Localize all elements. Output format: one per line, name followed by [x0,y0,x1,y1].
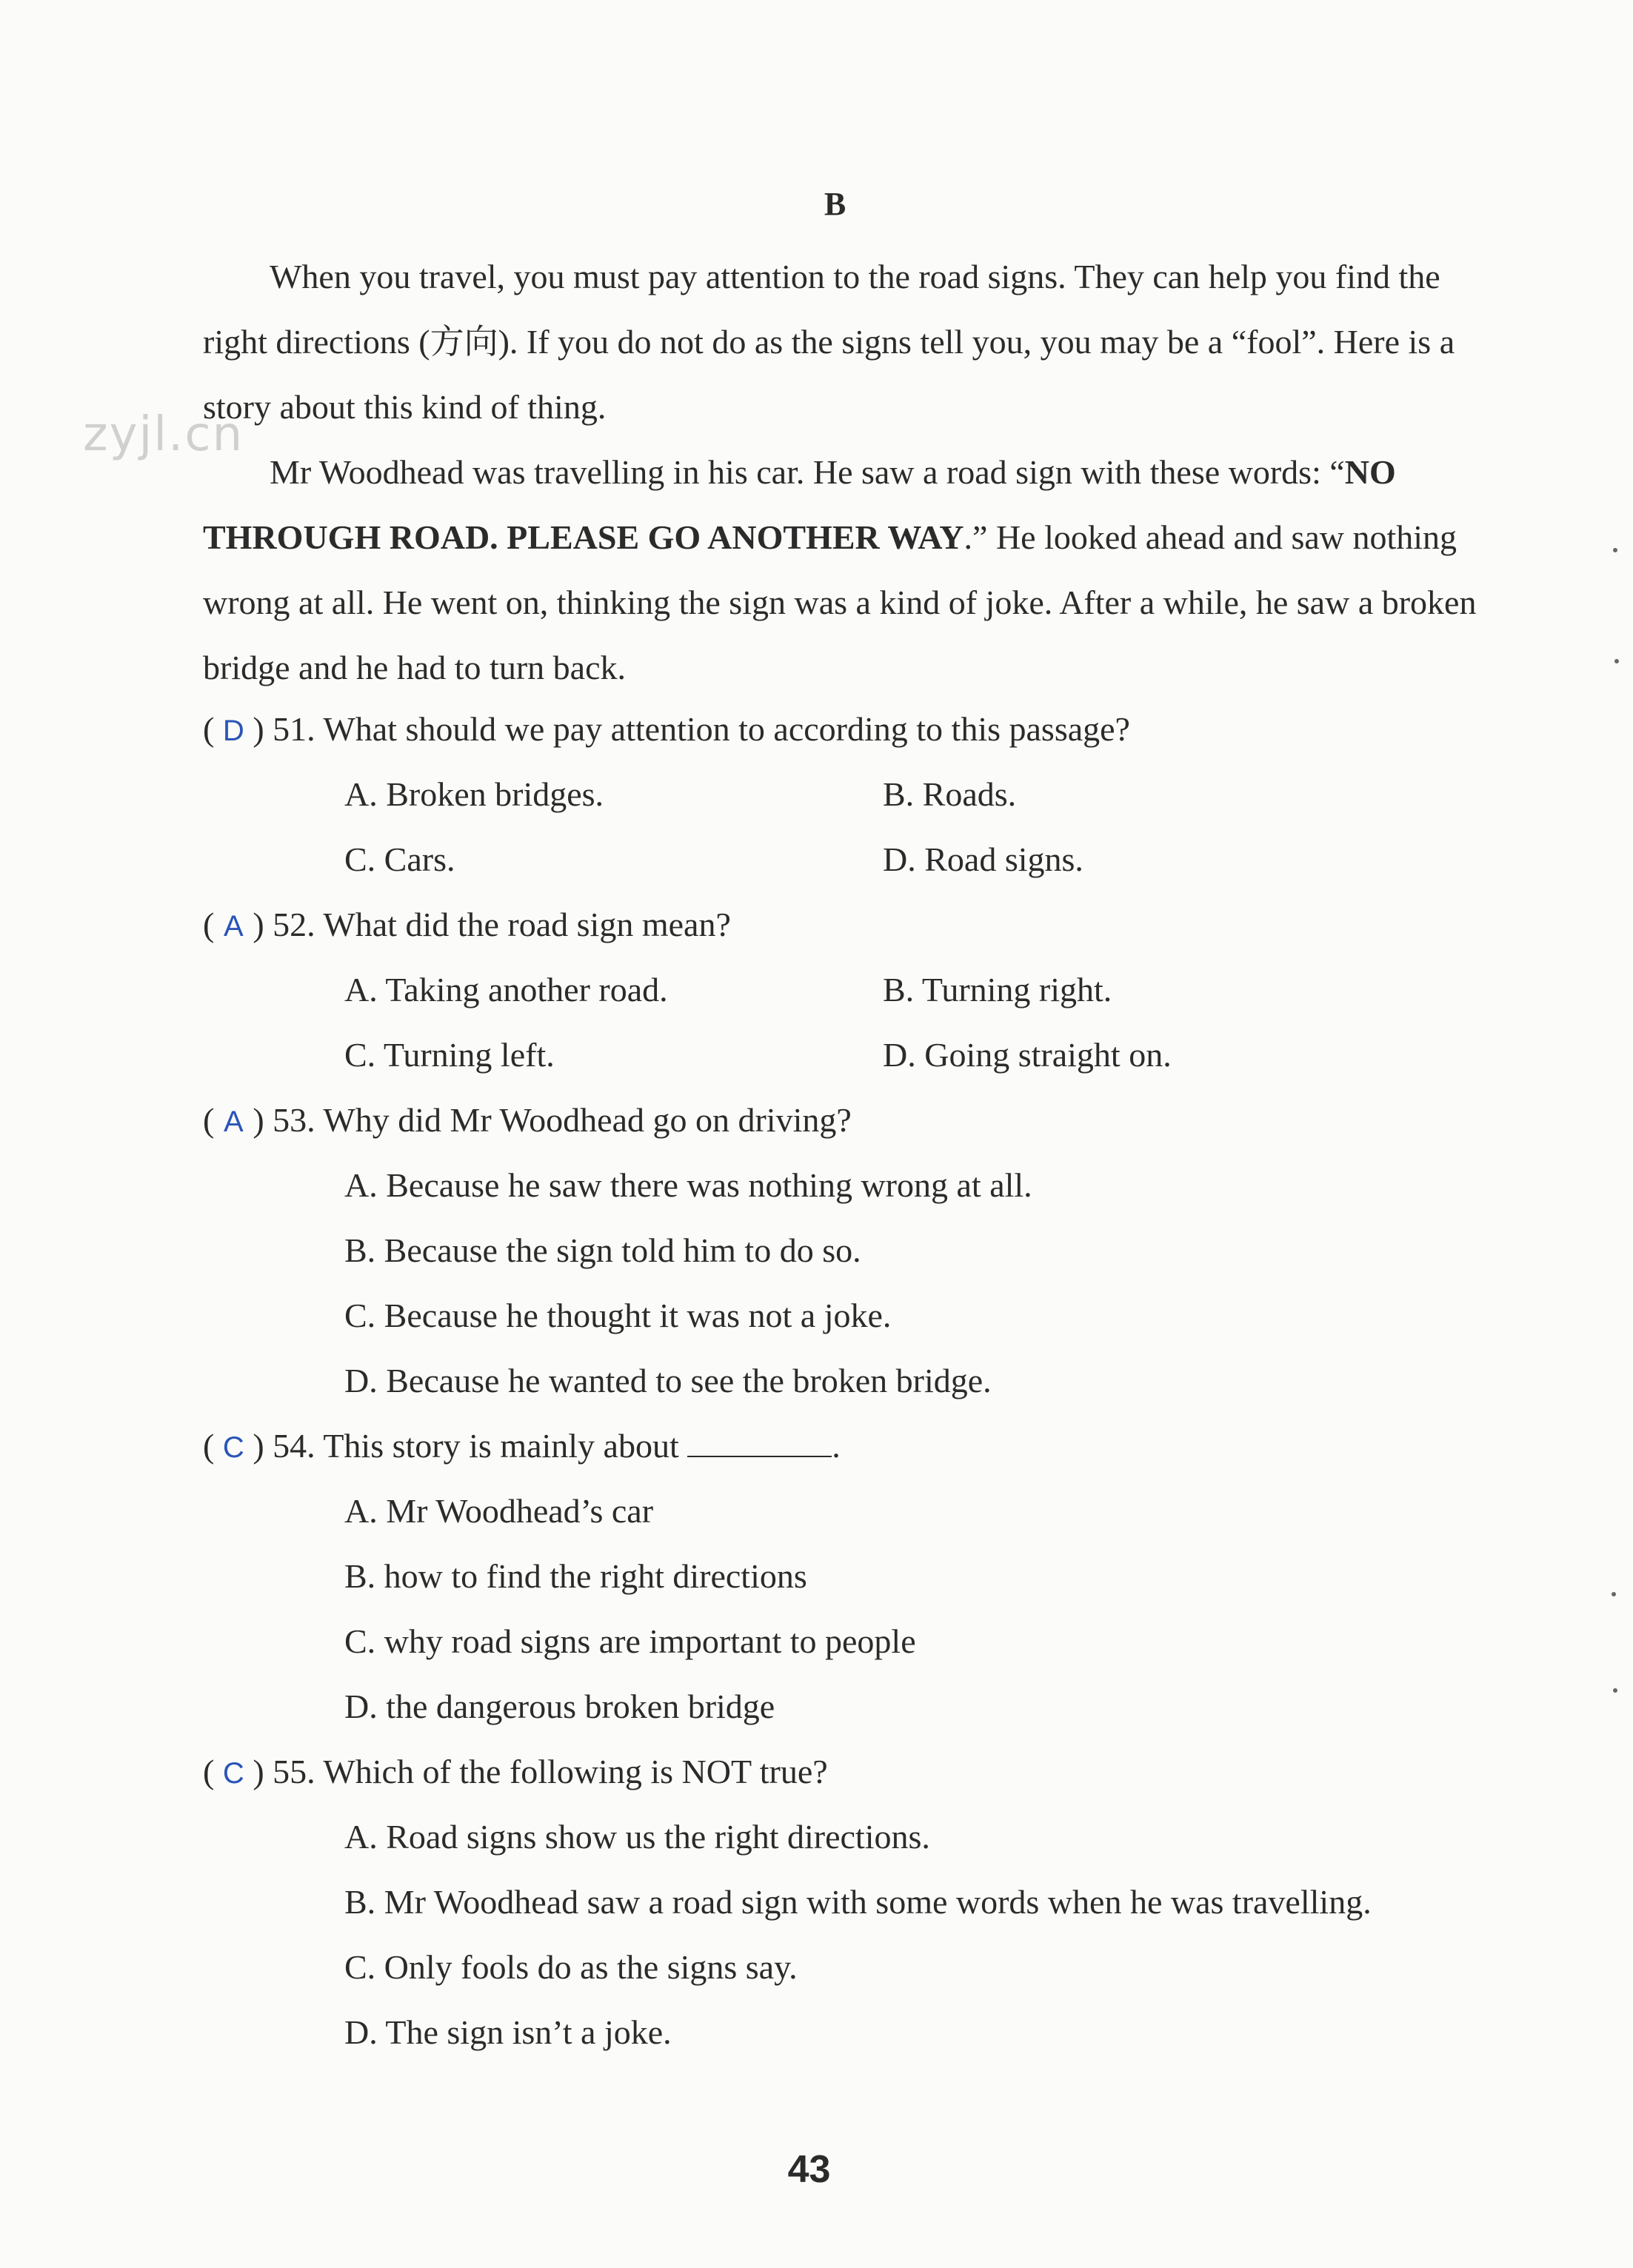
option-55-d: D. The sign isn’t a joke. [344,2013,672,2051]
option-53-c: C. Because he thought it was not a joke. [344,1297,892,1334]
question-number: 51. [273,710,315,748]
question-53: ( A ) 53. Why did Mr Woodhead go on driving? [203,1101,852,1139]
passage-p2-end: .” He looked ahead and saw nothing wrong at all. He went on, thinking the sign was a kind of joke. After a while, he saw a broken bridge and he had to turn back. [203,518,1477,686]
option-51-c: C. Cars. [344,840,455,878]
scan-mark [1614,659,1619,663]
scan-mark [1612,1592,1616,1596]
question-number: 54. [273,1427,315,1465]
question-55: ( C ) 55. Which of the following is NOT true? [203,1753,828,1790]
passage-p2-start: Mr Woodhead was travelling in his car. He saw a road sign with these words: “ [270,453,1345,491]
option-54-a: A. Mr Woodhead’s car [344,1492,654,1530]
option-54-b: B. how to find the right directions [344,1557,807,1595]
option-55-b: B. Mr Woodhead saw a road sign with some words when he was travelling. [344,1883,1372,1921]
question-51: ( D ) 51. What should we pay attention to according to this passage? [203,710,1130,748]
watermark: zyjl.cn [83,407,244,462]
question-text: What should we pay attention to according to this passage? [323,710,1130,748]
answer-52: A [223,910,244,943]
scan-mark [1613,1688,1617,1693]
passage-paragraph-2 [203,440,1477,700]
question-number: 53. [273,1101,315,1139]
option-54-d: D. the dangerous broken bridge [344,1687,775,1725]
question-52: ( A ) 52. What did the road sign mean? [203,906,731,943]
road-sign-text: NO THROUGH ROAD. PLEASE GO ANOTHER WAY [203,453,1396,556]
answer-54: C [222,1431,244,1464]
option-51-b: B. Roads. [883,775,1017,813]
option-53-b: B. Because the sign told him to do so. [344,1231,861,1269]
option-52-c: C. Turning left. [344,1036,555,1074]
question-text: What did the road sign mean? [323,906,731,943]
option-55-c: C. Only fools do as the signs say. [344,1948,798,1986]
option-51-d: D. Road signs. [883,840,1083,878]
question-number: 52. [273,906,315,943]
question-text: This story is mainly about [323,1427,679,1465]
page-number: 43 [787,2148,831,2191]
question-text: Which of the following is NOT true? [323,1753,828,1790]
option-52-d: D. Going straight on. [883,1036,1172,1074]
passage-p1-text: When you travel, you must pay attention to the road signs. They can help you find the right directions (方向). If you do not do as the signs tell you, you may be a “fool”. Here is a story about this kind of thing. [203,258,1455,426]
option-51-a: A. Broken bridges. [344,775,604,813]
question-text: Why did Mr Woodhead go on driving? [323,1101,852,1139]
option-54-c: C. why road signs are important to people [344,1622,916,1660]
scan-mark [1613,548,1617,552]
answer-55: C [222,1757,244,1790]
answer-53: A [223,1105,244,1138]
answer-blank [687,1426,832,1457]
section-heading: B [824,186,846,222]
option-52-a: A. Taking another road. [344,971,668,1008]
option-52-b: B. Turning right. [883,971,1112,1008]
option-55-a: A. Road signs show us the right directions. [344,1818,930,1856]
option-53-a: A. Because he saw there was nothing wrong at all. [344,1166,1032,1204]
passage-paragraph-1 [203,244,1477,440]
option-53-d: D. Because he wanted to see the broken bridge. [344,1362,992,1399]
question-number: 55. [273,1753,315,1790]
question-54: ( C ) 54. This story is mainly about . [203,1427,841,1465]
answer-51: D [222,715,244,747]
